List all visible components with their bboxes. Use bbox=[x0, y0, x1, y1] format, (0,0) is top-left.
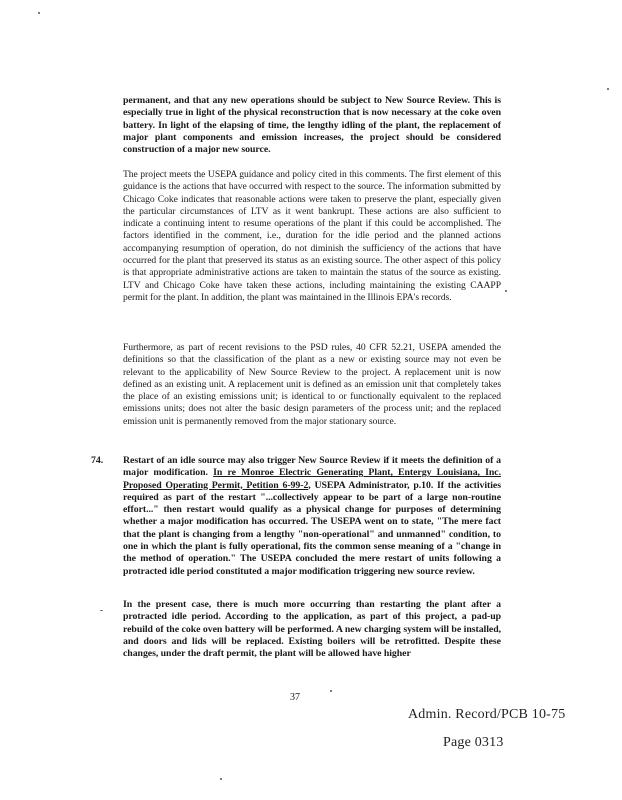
paragraph-present-case: In the present case, there is much more occurring than restarting the plant after a protracted idle period. According to the application, as part of this project, a pad-up rebuild of the coke oven battery will be performed. A new charging system will be installed, and doors and lids will be replaced. Existing boilers will be retrofitted. Despite these changes, under the draft permit, the plant will be allowed have higher bbox=[123, 599, 501, 660]
item-74-rest: , USEPA Administrator, p.10. If the activities required as part of the restart "...collectively appear to be part of a large non-routine effort..." then restart would qualify as a physical change for purposes of determining whether a major modification has occurred. The USEPA went on to state, "The mere fact that the plant is changing from a lengthy "non-operational" and unmanned" condition, to one in which the plant is fully operational, fits the common sense meaning of a "change in the method of operation." The USEPA concluded the mere restart of units following a protracted idle period constituted a major modification triggering new source review. bbox=[123, 479, 501, 577]
scan-speck bbox=[607, 88, 609, 90]
item-number: 74. bbox=[91, 455, 104, 466]
item-74-lead: Restart of an idle source may also trigger New Source Review if it meets the definition of a major modification. bbox=[123, 455, 501, 479]
page-stamp: Page 0313 bbox=[443, 735, 504, 750]
scan-speck bbox=[100, 610, 103, 611]
paragraph-usepa-guidance: The project meets the USEPA guidance and policy cited in this comments. The first element of this guidance is the actions that have occurred with respect to the source. The information submitted by Chicago Coke indicates that reasonable actions were taken to preserve the plant, especially given the particular circumstances of LTV as it went bankrupt. These actions are also sufficient to indicate a continuing intent to resume operations of the plant if this could be accomplished. The factors identified in the comment, i.e., duration for the idle period and the planned actions accompanying resumption of operation, do not diminish the sufficiency of the actions that have occurred for the plant that preserved its status as an existing source. The other aspect of this policy is that appropriate administrative actions are taken to maintain the status of the source as existing. LTV and Chicago Coke have taken these actions, including maintaining the existing CAAPP permit for the plant. In addition, the plant was maintained in the Illinois EPA's records. bbox=[123, 169, 501, 303]
paragraph-permanent-operations: permanent, and that any new operations should be subject to New Source Review. This is especially true in light of the physical reconstruction that is now necessary at the coke oven battery. In light of the elapsing of time, the lengthy idling of the plant, the replacement of major plant components and emission increases, the project should be considered construction of a major new source. bbox=[123, 95, 501, 156]
page-number: 37 bbox=[290, 692, 300, 703]
scan-speck bbox=[38, 12, 40, 14]
admin-record-stamp: Admin. Record/PCB 10-75 bbox=[408, 707, 566, 722]
paragraph-psd-revisions: Furthermore, as part of recent revisions to the PSD rules, 40 CFR 52.21, USEPA amended the definitions so that the classification of the plant as a new or existing source may not even be relevant to the applicability of New Source Review to the project. A replacement unit is now defined as an existing unit. A replacement unit is defined as an emission unit that completely takes the place of an existing emissions unit; is identical to or functionally equivalent to the replaced emissions units; does not alter the basic design parameters of the process unit; and the replaced emission unit is permanently removed from the major stationary source. bbox=[123, 342, 501, 427]
paragraph-item-74 bbox=[123, 455, 501, 578]
scan-speck bbox=[505, 290, 507, 292]
scan-speck bbox=[330, 690, 332, 692]
case-citation: In re Monroe Electric Generating Plant, Entergy Louisiana, Inc. Proposed Operating Permit, Petition 6-99-2 bbox=[123, 467, 501, 491]
scan-speck bbox=[220, 778, 222, 780]
